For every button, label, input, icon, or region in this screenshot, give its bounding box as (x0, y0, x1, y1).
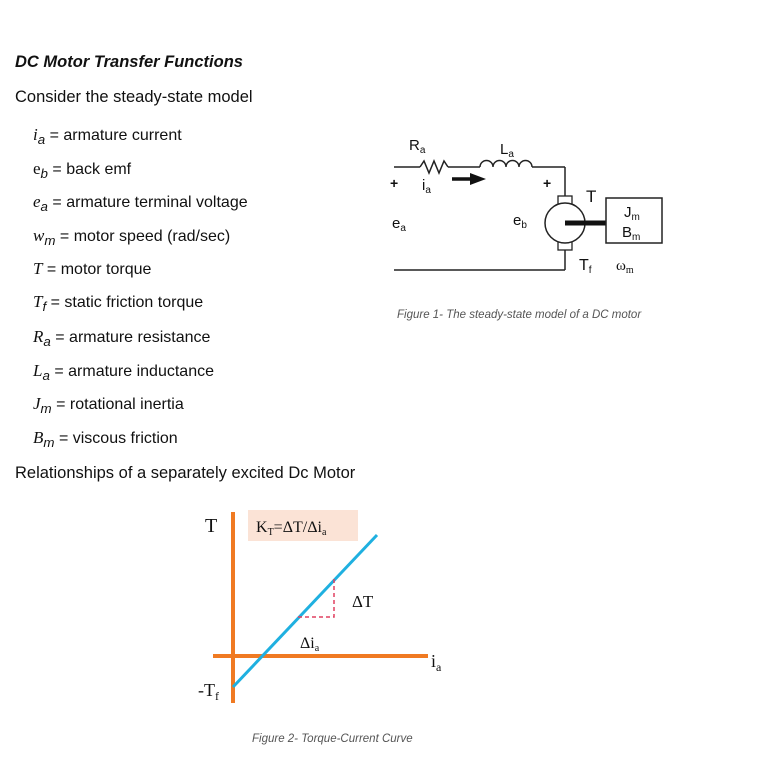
definition-text: = rotational inertia (56, 396, 184, 413)
svg-text:T: T (205, 515, 218, 537)
definition-subscript: m (44, 233, 56, 249)
definition-text: = armature resistance (55, 329, 211, 346)
svg-text:ia: $i_a$ (422, 177, 431, 196)
definition-subscript: a (37, 132, 46, 148)
definition-text: = viscous friction (58, 430, 178, 447)
definition-subscript: a (40, 199, 48, 215)
definition-subscript: a (43, 334, 51, 350)
definition-item (33, 428, 178, 450)
svg-text:T: T (586, 187, 597, 206)
definition-text: = back emf (52, 161, 132, 178)
definition-symbol: e (33, 159, 41, 178)
svg-text:eb: $e_b$ (513, 212, 527, 231)
torque-line (233, 535, 377, 687)
svg-text:Bm: $B_m$ (622, 224, 641, 243)
svg-text:Tf: Tf (579, 257, 592, 276)
svg-text:ΔT: ΔT (352, 592, 374, 611)
svg-text:KT=ΔT/Δia: KT=ΔT/Δia (256, 519, 327, 538)
definition-symbol: T (33, 259, 43, 278)
document-title: DC Motor Transfer Functions (15, 53, 243, 71)
definition-subscript: m (43, 435, 55, 451)
definition-symbol: i (33, 125, 38, 144)
torque-current-chart (190, 500, 460, 715)
definition-subscript: b (40, 166, 48, 182)
definition-symbol: R (33, 327, 44, 346)
definition-item (33, 361, 214, 383)
svg-text:ωm: $\omega_m$ (616, 258, 634, 276)
definition-symbol: e (33, 192, 41, 211)
definition-item (33, 259, 151, 281)
svg-text:+: + (390, 175, 399, 191)
definition-symbol: J (33, 394, 41, 413)
svg-text:Δia: Δia (300, 635, 320, 654)
definition-symbol: T (33, 292, 43, 311)
svg-text:ea: $e_a$ (392, 215, 406, 234)
definition-item (33, 159, 131, 181)
definition-text: = motor speed (rad/sec) (59, 228, 231, 245)
definition-item (33, 394, 184, 416)
figure2-caption: Figure 2- Torque-Current Curve (252, 733, 413, 745)
svg-text:+: + (543, 175, 552, 191)
definition-symbol: w (33, 226, 45, 245)
definition-item (33, 327, 210, 349)
definition-text: = armature inductance (54, 363, 214, 380)
definition-symbol: L (33, 361, 43, 380)
definition-symbol: B (33, 428, 44, 447)
definition-item (33, 125, 182, 147)
relationships-heading: Relationships of a separately excited Dc Motor (15, 464, 356, 482)
current-arrow-icon (470, 173, 486, 185)
definition-item (33, 192, 248, 214)
definition-item (33, 292, 203, 314)
resistor-icon (420, 161, 448, 173)
definition-text: = armature current (49, 127, 182, 144)
definition-subscript: m (40, 401, 52, 417)
figure1-caption: Figure 1- The steady-state model of a DC motor (397, 309, 642, 321)
svg-text:La: $L_a$ (500, 141, 514, 160)
inductor-icon (480, 161, 532, 168)
definition-subscript: a (42, 368, 50, 384)
circuit-diagram (380, 120, 680, 290)
definition-text: = armature terminal voltage (52, 194, 248, 211)
svg-text:Ra: $R_a$ (409, 137, 426, 156)
definition-subscript: f (42, 299, 47, 315)
definition-text: = motor torque (46, 261, 152, 278)
svg-text:ia: $i_a$ (431, 651, 442, 674)
definition-item (33, 226, 230, 248)
intro-text: Consider the steady-state model (15, 88, 253, 106)
definition-text: = static friction torque (50, 294, 204, 311)
svg-text:-Tf: $-T_f$ (198, 680, 219, 703)
svg-text:Jm: $J_m$ (624, 204, 640, 223)
